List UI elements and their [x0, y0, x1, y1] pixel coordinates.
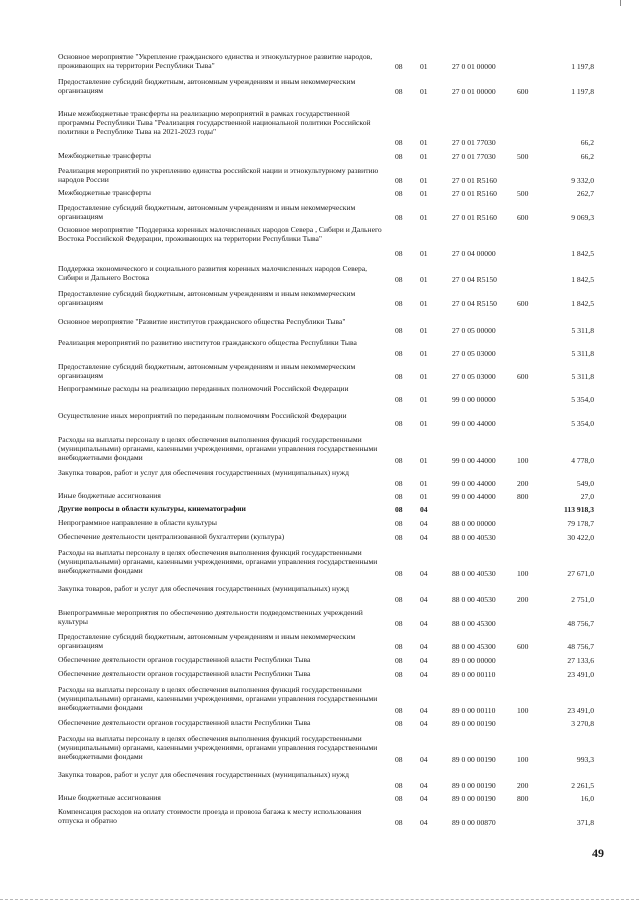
row-amount: 5 354,0	[571, 419, 594, 428]
row-target-code: 99 0 00 44000	[452, 456, 496, 465]
row-target-code: 27 0 05 00000	[452, 326, 496, 335]
row-expense-type: 200	[517, 479, 529, 488]
budget-row	[0, 226, 639, 259]
budget-row	[0, 363, 639, 382]
row-description: Иные бюджетные ассигнования	[58, 491, 161, 500]
row-target-code: 27 0 04 R5150	[452, 275, 497, 284]
row-description: Межбюджетные трансферты	[58, 151, 151, 160]
row-target-code: 88 0 00 40530	[452, 533, 496, 542]
row-section: 08	[395, 670, 403, 679]
row-section: 08	[395, 619, 403, 628]
budget-row	[0, 719, 639, 729]
row-section: 08	[395, 275, 403, 284]
row-expense-type: 100	[517, 569, 529, 578]
row-description: Основное мероприятие "Развитие институтов гражданского общества Республики Тыва"	[58, 317, 346, 326]
row-target-code: 27 0 01 00000	[452, 62, 496, 71]
row-subsection: 04	[420, 755, 428, 764]
row-amount: 27 671,0	[567, 569, 594, 578]
budget-row	[0, 808, 639, 828]
row-subsection: 01	[420, 299, 428, 308]
row-description: Непрограммные расходы на реализацию переданных полномочий Российской Федерации	[58, 384, 349, 393]
page-number: 49	[592, 846, 604, 860]
budget-row	[0, 167, 639, 186]
row-expense-type: 600	[517, 299, 529, 308]
row-amount: 30 422,0	[567, 533, 594, 542]
row-section: 08	[395, 62, 403, 71]
row-expense-type: 100	[517, 456, 529, 465]
scan-edge-line	[0, 899, 639, 900]
budget-row	[0, 290, 639, 309]
row-description: Расходы на выплаты персоналу в целях обеспечения выполнения функций государственными (муниципальными) органами, казенными учреждениями, органами управления государственными внебюджетными фондами	[58, 435, 378, 462]
row-subsection: 01	[420, 479, 428, 488]
row-subsection: 04	[420, 505, 428, 514]
row-target-code: 89 0 00 00000	[452, 656, 496, 665]
row-section: 08	[395, 642, 403, 651]
row-amount: 3 270,8	[571, 719, 594, 728]
row-section: 08	[395, 656, 403, 665]
row-description: Расходы на выплаты персоналу в целях обеспечения выполнения функций государственными (муниципальными) органами, казенными учреждениями, органами управления государственными внебюджетными фондами	[58, 548, 378, 575]
row-target-code: 88 0 00 00000	[452, 519, 496, 528]
row-subsection: 04	[420, 569, 428, 578]
budget-row	[0, 339, 639, 359]
row-subsection: 04	[420, 706, 428, 715]
row-description: Предоставление субсидий бюджетным, автономным учреждениям и иным некоммерческим организациям	[58, 77, 356, 95]
row-section: 08	[395, 519, 403, 528]
budget-row	[0, 609, 639, 629]
row-target-code: 99 0 00 44000	[452, 419, 496, 428]
row-section: 08	[395, 533, 403, 542]
row-subsection: 01	[420, 275, 428, 284]
row-expense-type: 800	[517, 794, 529, 803]
row-amount: 5 311,8	[571, 326, 594, 335]
row-section: 08	[395, 818, 403, 827]
row-amount: 549,0	[576, 479, 594, 488]
row-subsection: 04	[420, 619, 428, 628]
budget-row	[0, 533, 639, 543]
row-description: Предоставление субсидий бюджетным, автономным учреждениям и иным некоммерческим организациям	[58, 362, 356, 380]
row-amount: 371,8	[576, 818, 594, 827]
row-subsection: 01	[420, 249, 428, 258]
row-target-code: 27 0 01 00000	[452, 87, 496, 96]
row-section: 08	[395, 299, 403, 308]
row-subsection: 01	[420, 213, 428, 222]
row-target-code: 27 0 04 R5150	[452, 299, 497, 308]
row-target-code: 88 0 00 40530	[452, 595, 496, 604]
row-target-code: 89 0 00 00110	[452, 670, 496, 679]
row-description: Предоставление субсидий бюджетным, автономным учреждениям и иным некоммерческим организациям	[58, 632, 356, 650]
row-target-code: 88 0 00 40530	[452, 569, 496, 578]
budget-row	[0, 412, 639, 429]
budget-row	[0, 519, 639, 529]
row-description: Осуществление иных мероприятий по переданным полномочиям Российской Федерации	[58, 411, 347, 420]
row-description: Обеспечение деятельности органов государственной власти Республики Тыва	[58, 669, 311, 678]
row-amount: 4 778,0	[571, 456, 594, 465]
row-section: 08	[395, 569, 403, 578]
budget-row	[0, 469, 639, 489]
budget-row	[0, 656, 639, 666]
row-target-code: 89 0 00 00190	[452, 755, 496, 764]
row-expense-type: 600	[517, 87, 529, 96]
row-description: Закупка товаров, работ и услуг для обеспечения государственных (муниципальных) нужд	[58, 468, 349, 477]
row-description: Компенсация расходов на оплату стоимости проезда и провоза багажа к месту использования отпуска и обратно	[58, 807, 362, 825]
row-target-code: 99 0 00 00000	[452, 395, 496, 404]
row-section: 08	[395, 479, 403, 488]
row-amount: 48 756,7	[567, 642, 594, 651]
row-section: 08	[395, 794, 403, 803]
row-section: 08	[395, 372, 403, 381]
row-description: Реализация мероприятий по укреплению единства российской нации и этнокультурному развитию народов России	[58, 166, 379, 184]
budget-row	[0, 585, 639, 605]
row-subsection: 01	[420, 152, 428, 161]
row-target-code: 89 0 00 00870	[452, 818, 496, 827]
row-description: Поддержка экономического и социального развития коренных малочисленных народов Севера, Сибири и Дальнего Востока	[58, 264, 368, 282]
row-amount: 1 197,8	[571, 87, 594, 96]
row-description: Закупка товаров, работ и услуг для обеспечения государственных (муниципальных) нужд	[58, 584, 349, 593]
row-amount: 5 311,8	[571, 372, 594, 381]
budget-row	[0, 633, 639, 652]
row-expense-type: 100	[517, 755, 529, 764]
row-amount: 5 311,8	[571, 349, 594, 358]
row-subsection: 04	[420, 595, 428, 604]
row-amount: 79 178,7	[567, 519, 594, 528]
row-section: 08	[395, 706, 403, 715]
row-section: 08	[395, 456, 403, 465]
row-description: Предоставление субсидий бюджетным, автономным учреждениям и иным некоммерческим организациям	[58, 289, 356, 307]
row-amount: 23 491,0	[567, 670, 594, 679]
row-description: Расходы на выплаты персоналу в целях обеспечения выполнения функций государственными (муниципальными) органами, казенными учреждениями, органами управления государственными внебюджетными фондами	[58, 685, 378, 712]
row-amount: 16,0	[580, 794, 594, 803]
budget-row	[0, 492, 639, 502]
row-expense-type: 600	[517, 372, 529, 381]
row-amount: 1 842,5	[571, 299, 594, 308]
budget-row	[0, 385, 639, 405]
row-subsection: 04	[420, 818, 428, 827]
row-target-code: 27 0 01 R5160	[452, 189, 497, 198]
row-target-code: 89 0 00 00190	[452, 781, 496, 790]
row-description: Обеспечение деятельности централизованной бухгалтерии (культура)	[58, 532, 285, 541]
row-target-code: 27 0 01 77030	[452, 138, 496, 147]
row-subsection: 01	[420, 419, 428, 428]
row-expense-type: 500	[517, 152, 529, 161]
row-subsection: 01	[420, 492, 428, 501]
row-section: 08	[395, 781, 403, 790]
row-amount: 2 751,0	[571, 595, 594, 604]
budget-row	[0, 204, 639, 223]
row-target-code: 27 0 01 77030	[452, 152, 496, 161]
row-amount: 48 756,7	[567, 619, 594, 628]
row-amount: 66,2	[580, 138, 594, 147]
row-description: Обеспечение деятельности органов государственной власти Республики Тыва	[58, 718, 311, 727]
row-subsection: 04	[420, 519, 428, 528]
row-expense-type: 600	[517, 642, 529, 651]
row-amount: 1 842,5	[571, 249, 594, 258]
row-expense-type: 200	[517, 781, 529, 790]
row-section: 08	[395, 719, 403, 728]
row-target-code: 27 0 05 03000	[452, 349, 496, 358]
row-expense-type: 100	[517, 706, 529, 715]
row-subsection: 04	[420, 794, 428, 803]
budget-row	[0, 318, 639, 336]
row-target-code: 27 0 01 R5160	[452, 213, 497, 222]
row-description: Непрограммное направление в области культуры	[58, 518, 217, 527]
row-target-code: 88 0 00 45300	[452, 619, 496, 628]
row-subsection: 04	[420, 642, 428, 651]
row-subsection: 01	[420, 395, 428, 404]
row-target-code: 89 0 00 00110	[452, 706, 496, 715]
row-amount: 66,2	[580, 152, 594, 161]
row-description: Основное мероприятие "Укрепление гражданского единства и этнокультурное развитие народов, проживающих на территории Республики Тыва"	[58, 52, 373, 70]
row-description: Межбюджетные трансферты	[58, 188, 151, 197]
row-section: 08	[395, 419, 403, 428]
budget-row	[0, 53, 639, 72]
row-target-code: 88 0 00 45300	[452, 642, 496, 651]
row-subsection: 04	[420, 719, 428, 728]
row-amount: 993,3	[576, 755, 594, 764]
row-target-code: 27 0 05 03000	[452, 372, 496, 381]
row-expense-type: 500	[517, 189, 529, 198]
row-subsection: 01	[420, 176, 428, 185]
budget-row	[0, 771, 639, 791]
budget-row	[0, 78, 639, 97]
row-subsection: 01	[420, 349, 428, 358]
row-amount: 27,0	[580, 492, 594, 501]
row-subsection: 04	[420, 781, 428, 790]
budget-row	[0, 265, 639, 285]
row-target-code: 99 0 00 44000	[452, 479, 496, 488]
row-description: Обеспечение деятельности органов государственной власти Республики Тыва	[58, 655, 311, 664]
row-description: Расходы на выплаты персоналу в целях обеспечения выполнения функций государственными (муниципальными) органами, казенными учреждениями, органами управления государственными внебюджетными фондами	[58, 734, 378, 761]
row-target-code: 27 0 04 00000	[452, 249, 496, 258]
row-amount: 27 133,6	[567, 656, 594, 665]
budget-row	[0, 110, 639, 148]
row-amount: 262,7	[576, 189, 594, 198]
row-amount: 23 491,0	[567, 706, 594, 715]
row-description: Другие вопросы в области культуры, кинематографии	[58, 504, 246, 513]
row-section: 08	[395, 176, 403, 185]
row-subsection: 04	[420, 656, 428, 665]
row-expense-type: 200	[517, 595, 529, 604]
row-amount: 5 354,0	[571, 395, 594, 404]
row-subsection: 04	[420, 670, 428, 679]
row-section: 08	[395, 138, 403, 147]
row-description: Реализация мероприятий по развитию институтов гражданского общества Республики Тыва	[58, 338, 357, 347]
row-subsection: 01	[420, 456, 428, 465]
row-description: Закупка товаров, работ и услуг для обеспечения государственных (муниципальных) нужд	[58, 770, 349, 779]
budget-row	[0, 794, 639, 804]
row-subsection: 04	[420, 533, 428, 542]
row-target-code: 99 0 00 44000	[452, 492, 496, 501]
row-amount: 9 332,0	[571, 176, 594, 185]
scan-mark	[620, 0, 621, 6]
row-description: Иные межбюджетные трансферты на реализацию мероприятий в рамках государственной программы Республики Тыва "Реализация государственной национальной политики Российской политики в Республике Тыва на 2021-2023 годы"	[58, 109, 371, 136]
row-subsection: 01	[420, 372, 428, 381]
row-amount: 113 918,3	[564, 505, 594, 514]
row-description: Предоставление субсидий бюджетным, автономным учреждениям и иным некоммерческим организациям	[58, 203, 356, 221]
row-section: 08	[395, 395, 403, 404]
row-target-code: 27 0 01 R5160	[452, 176, 497, 185]
budget-row	[0, 189, 639, 199]
budget-row	[0, 436, 639, 466]
row-subsection: 01	[420, 62, 428, 71]
row-subsection: 01	[420, 189, 428, 198]
row-section: 08	[395, 505, 403, 514]
row-amount: 2 261,5	[571, 781, 594, 790]
row-section: 08	[395, 189, 403, 198]
row-section: 08	[395, 595, 403, 604]
budget-row	[0, 152, 639, 162]
row-description: Внепрограммные мероприятия по обеспечению деятельности подведомственных учреждений культуры	[58, 608, 363, 626]
row-amount: 1 197,8	[571, 62, 594, 71]
row-subsection: 01	[420, 87, 428, 96]
row-section: 08	[395, 349, 403, 358]
row-expense-type: 800	[517, 492, 529, 501]
row-description: Основное мероприятие "Поддержка коренных малочисленных народов Севера , Сибири и Дальнего Востока Российской Федерации, проживающих на территории Республики Тыва"	[58, 225, 382, 243]
row-section: 08	[395, 326, 403, 335]
budget-row-section-total	[0, 505, 639, 515]
row-subsection: 01	[420, 138, 428, 147]
row-description: Иные бюджетные ассигнования	[58, 793, 161, 802]
row-section: 08	[395, 249, 403, 258]
budget-row	[0, 735, 639, 765]
row-target-code: 89 0 00 00190	[452, 794, 496, 803]
row-expense-type: 600	[517, 213, 529, 222]
row-section: 08	[395, 152, 403, 161]
row-section: 08	[395, 492, 403, 501]
row-subsection: 01	[420, 326, 428, 335]
row-section: 08	[395, 213, 403, 222]
budget-row	[0, 686, 639, 716]
row-amount: 1 842,5	[571, 275, 594, 284]
row-target-code: 89 0 00 00190	[452, 719, 496, 728]
budget-row	[0, 549, 639, 579]
budget-row	[0, 670, 639, 680]
row-section: 08	[395, 87, 403, 96]
row-amount: 9 069,3	[571, 213, 594, 222]
row-section: 08	[395, 755, 403, 764]
